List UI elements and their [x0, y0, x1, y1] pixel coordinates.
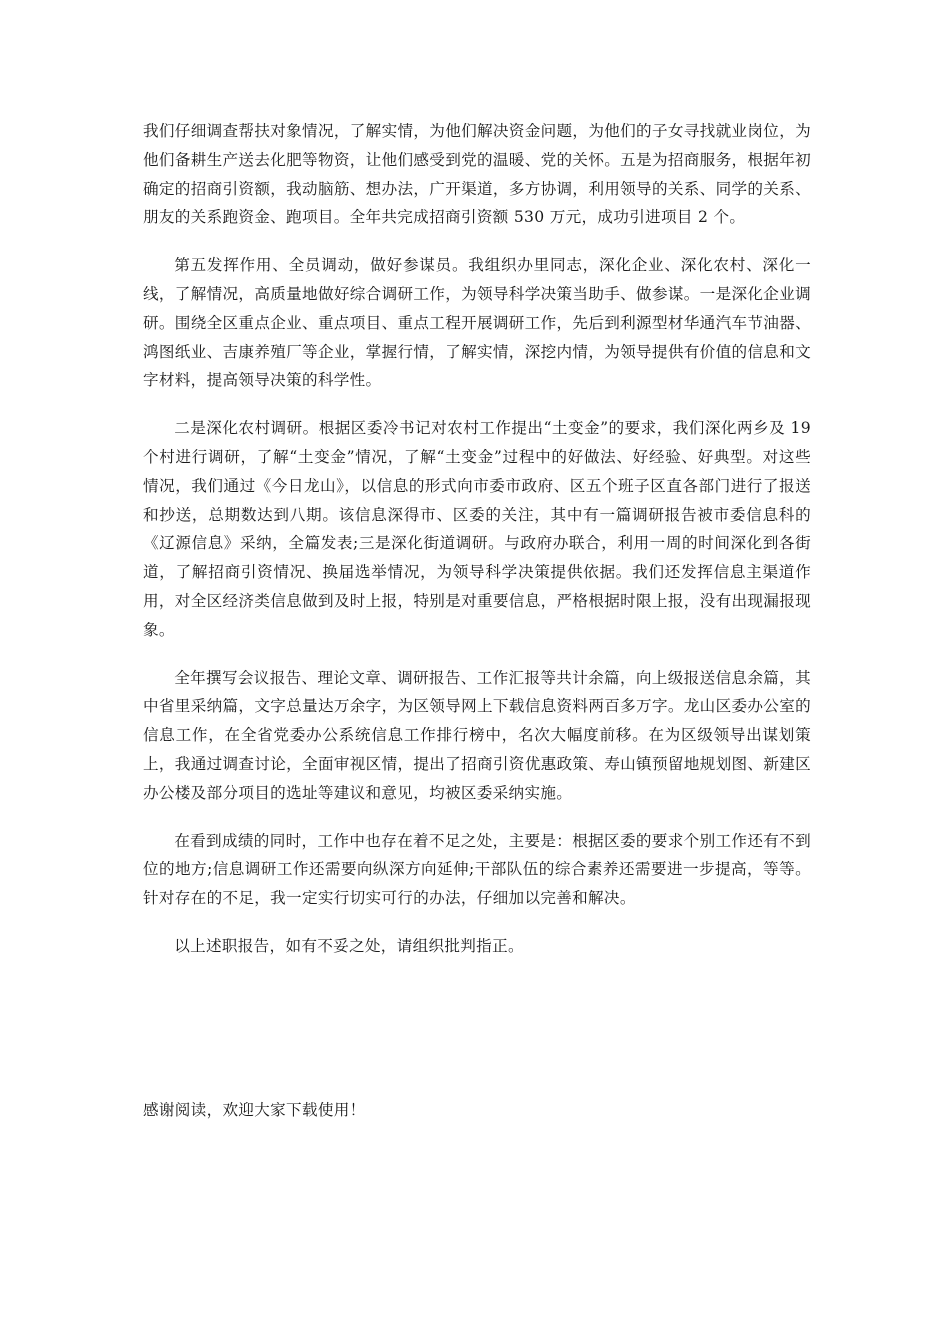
- paragraph-2: 第五发挥作用、全员调动，做好参谋员。我组织办里同志，深化企业、深化农村、深化一线，了解情况，高质量地做好综合调研工作，为领导科学决策当助手、做参谋。一是深化企业调研。围绕全区重点企业、重点项目、重点工程开展调研工作，先后到利源型材华通汽车节油器、鸿图纸业、吉康养殖厂等企业，掌握行情，了解实情，深挖内情，为领导提供有价值的信息和文字材料，提高领导决策的科学性。: [143, 256, 811, 390]
- paragraph-6: 以上述职报告，如有不妥之处，请组织批判指正。: [174, 936, 524, 955]
- paragraph-5: 在看到成绩的同时，工作中也存在着不足之处，主要是：根据区委的要求个别工作还有不到位的地方;信息调研工作还需要向纵深方向延伸;干部队伍的综合素养还需要进一步提高，等等。针对存在的不足，我一定实行切实可行的办法，仔细加以完善和解决。: [143, 831, 811, 908]
- closing-note: 感谢阅读，欢迎大家下载使用！: [143, 1101, 366, 1119]
- paragraph-1: 我们仔细调查帮扶对象情况，了解实情，为他们解决资金问题，为他们的子女寻找就业岗位，为他们备耕生产送去化肥等物资，让他们感受到党的温暖、党的关怀。五是为招商服务，根据年初确定的招商引资额，我动脑筋、想办法，广开渠道，多方协调，利用领导的关系、同学的关系、朋友的关系跑资金、跑项目。全年共完成招商引资额 530 万元，成功引进项目 2 个。: [143, 122, 811, 227]
- paragraph-4: 全年撰写会议报告、理论文章、调研报告、工作汇报等共计余篇，向上级报送信息余篇，其中省里采纳篇，文字总量达万余字，为区领导网上下载信息资料两百多万字。龙山区委办公室的信息工作，在全省党委办公系统信息工作排行榜中，名次大幅度前移。在为区级领导出谋划策上，我通过调查讨论，全面审视区情，提出了招商引资优惠政策、寿山镇预留地规划图、新建区办公楼及部分项目的选址等建议和意见，均被区委采纳实施。: [143, 668, 811, 802]
- paragraph-3: 二是深化农村调研。根据区委冷书记对农村工作提出“土变金”的要求，我们深化两乡及 19 个村进行调研，了解“土变金”情况，了解“土变金”过程中的好做法、好经验、好典型。对这些情况，我们通过《今日龙山》，以信息的形式向市委市政府、区五个班子区直各部门进行了报送和抄送，总期数达到八期。该信息深得市、区委的关注，其中有一篇调研报告被市委信息科的《辽源信息》采纳，全篇发表;三是深化街道调研。与政府办联合，利用一周的时间深化到各街道，了解招商引资情况、换届选举情况，为领导科学决策提供依据。我们还发挥信息主渠道作用，对全区经济类信息做到及时上报，特别是对重要信息，严格根据时限上报，没有出现漏报现象。: [143, 419, 811, 639]
- document-body: [143, 117, 811, 980]
